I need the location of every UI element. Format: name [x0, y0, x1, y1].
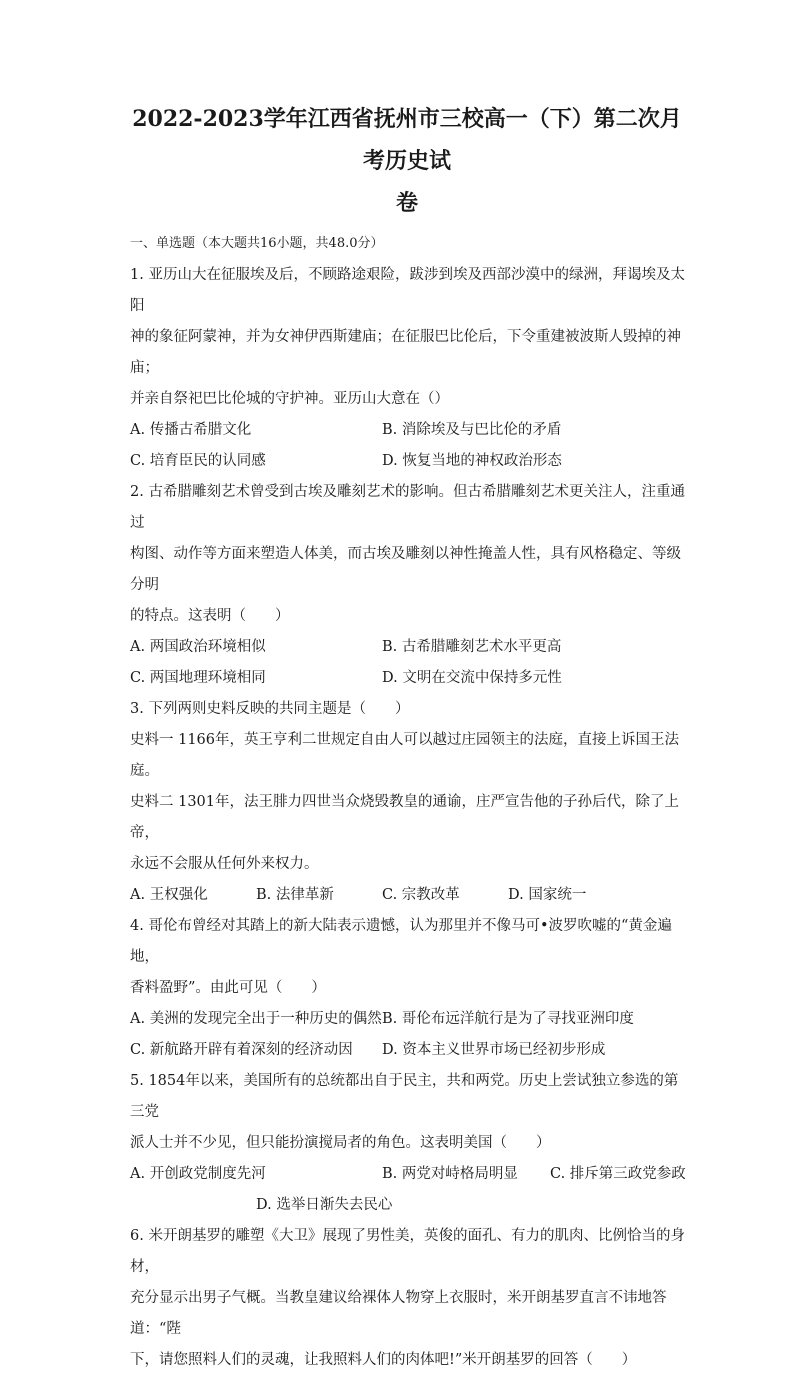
option-a: A. 美洲的发现完全出于一种历史的偶然 — [130, 1011, 382, 1027]
source-line: 史料一 1166年，英王亨利二世规定自由人可以越过庄园领主的法庭，直接上诉国王法庭。 — [130, 732, 680, 779]
exam-title-line-1: 2022-2023学年江西省抚州市三校高一（下）第二次月考历史试 — [132, 106, 682, 174]
section-heading: 一、单选题（本大题共16小题，共48.0分） — [130, 236, 384, 251]
options — [130, 415, 686, 477]
source-line: 史料二 1301年，法王腓力四世当众烧毁教皇的通谕，庄严宣告他的子孙后代，除了上帝， — [130, 794, 680, 841]
question-stem-line: 充分显示出男子气概。当教皇建议给裸体人物穿上衣服时，米开朗基罗直言不讳地答道：“陛 — [130, 1290, 667, 1337]
option-d: D. 国家统一 — [508, 887, 587, 903]
option-b: B. 两党对峙格局明显 — [382, 1166, 518, 1182]
question-3 — [130, 694, 686, 911]
option-d: D. 资本主义世界市场已经初步形成 — [382, 1042, 606, 1058]
option-d: D. 文明在交流中保持多元性 — [382, 670, 562, 686]
option-c: C. 两国地理环境相同 — [130, 670, 266, 686]
question-1 — [130, 260, 686, 477]
source-line: 永远不会服从任何外来权力。 — [130, 856, 319, 872]
question-stem-line: 并亲自祭祀巴比伦城的守护神。亚历山大意在（） — [130, 391, 449, 407]
question-4 — [130, 911, 686, 1066]
option-a: A. 传播古希腊文化 — [130, 422, 252, 438]
question-2 — [130, 477, 686, 694]
options — [130, 1004, 686, 1066]
option-c: C. 排斥第三政党参政 — [550, 1166, 686, 1182]
question-6 — [130, 1221, 686, 1376]
question-stem-line: 构图、动作等方面来塑造人体美，而古埃及雕刻以神性掩盖人性，具有风格稳定、等级分明 — [130, 546, 681, 593]
option-a: A. 开创政党制度先河 — [130, 1166, 266, 1182]
exam-title-line-2: 卷 — [395, 190, 418, 216]
option-c: C. 宗教改革 — [382, 887, 460, 903]
option-c: C. 培育臣民的认同感 — [130, 453, 266, 469]
exam-title — [122, 98, 692, 224]
option-b: B. 消除埃及与巴比伦的矛盾 — [382, 422, 562, 438]
question-stem-line: 的特点。这表明（ ） — [130, 608, 290, 624]
question-stem-line: 5. 1854年以来，美国所有的总统都出自于民主，共和两党。历史上尝试独立参选的第三党 — [130, 1073, 679, 1120]
option-b: B. 哥伦布远洋航行是为了寻找亚洲印度 — [382, 1011, 634, 1027]
option-d: D. 选举日渐失去民心 — [256, 1197, 393, 1213]
question-stem-line: 1. 亚历山大在征服埃及后，不顾路途艰险，跋涉到埃及西部沙漠中的绿洲，拜谒埃及太阳 — [130, 267, 685, 314]
question-stem-line: 2. 古希腊雕刻艺术曾受到古埃及雕刻艺术的影响。但古希腊雕刻艺术更关注人，注重通过 — [130, 484, 685, 531]
option-c: C. 新航路开辟有着深刻的经济动因 — [130, 1042, 353, 1058]
option-a: A. 两国政治环境相似 — [130, 639, 266, 655]
question-stem-line: 3. 下列两则史料反映的共同主题是（ ） — [130, 701, 410, 717]
option-a: A. 王权强化 — [130, 887, 208, 903]
option-b: B. 古希腊雕刻艺术水平更高 — [382, 639, 562, 655]
question-5 — [130, 1066, 686, 1221]
question-stem-line: 6. 米开朗基罗的雕塑《大卫》展现了男性美，英俊的面孔、有力的肌肉、比例恰当的身材， — [130, 1228, 685, 1275]
option-d: D. 恢复当地的神权政治形态 — [382, 453, 562, 469]
option-b: B. 法律革新 — [256, 887, 334, 903]
question-stem-line: 香料盈野”。由此可见（ ） — [130, 980, 326, 996]
question-stem-line: 下，请您照料人们的灵魂，让我照料人们的肉体吧!”米开朗基罗的回答（ ） — [130, 1352, 637, 1368]
question-stem-line: 神的象征阿蒙神，并为女神伊西斯建庙；在征服巴比伦后，下令重建被波斯人毁掉的神庙； — [130, 329, 681, 376]
options — [130, 880, 686, 911]
question-stem-line: 派人士并不少见，但只能扮演搅局者的角色。这表明美国（ ） — [130, 1135, 551, 1151]
options — [130, 632, 686, 694]
question-stem-line: 4. 哥伦布曾经对其踏上的新大陆表示遗憾，认为那里并不像马可•波罗吹嘘的“黄金遍地， — [130, 918, 672, 965]
options — [130, 1159, 686, 1221]
